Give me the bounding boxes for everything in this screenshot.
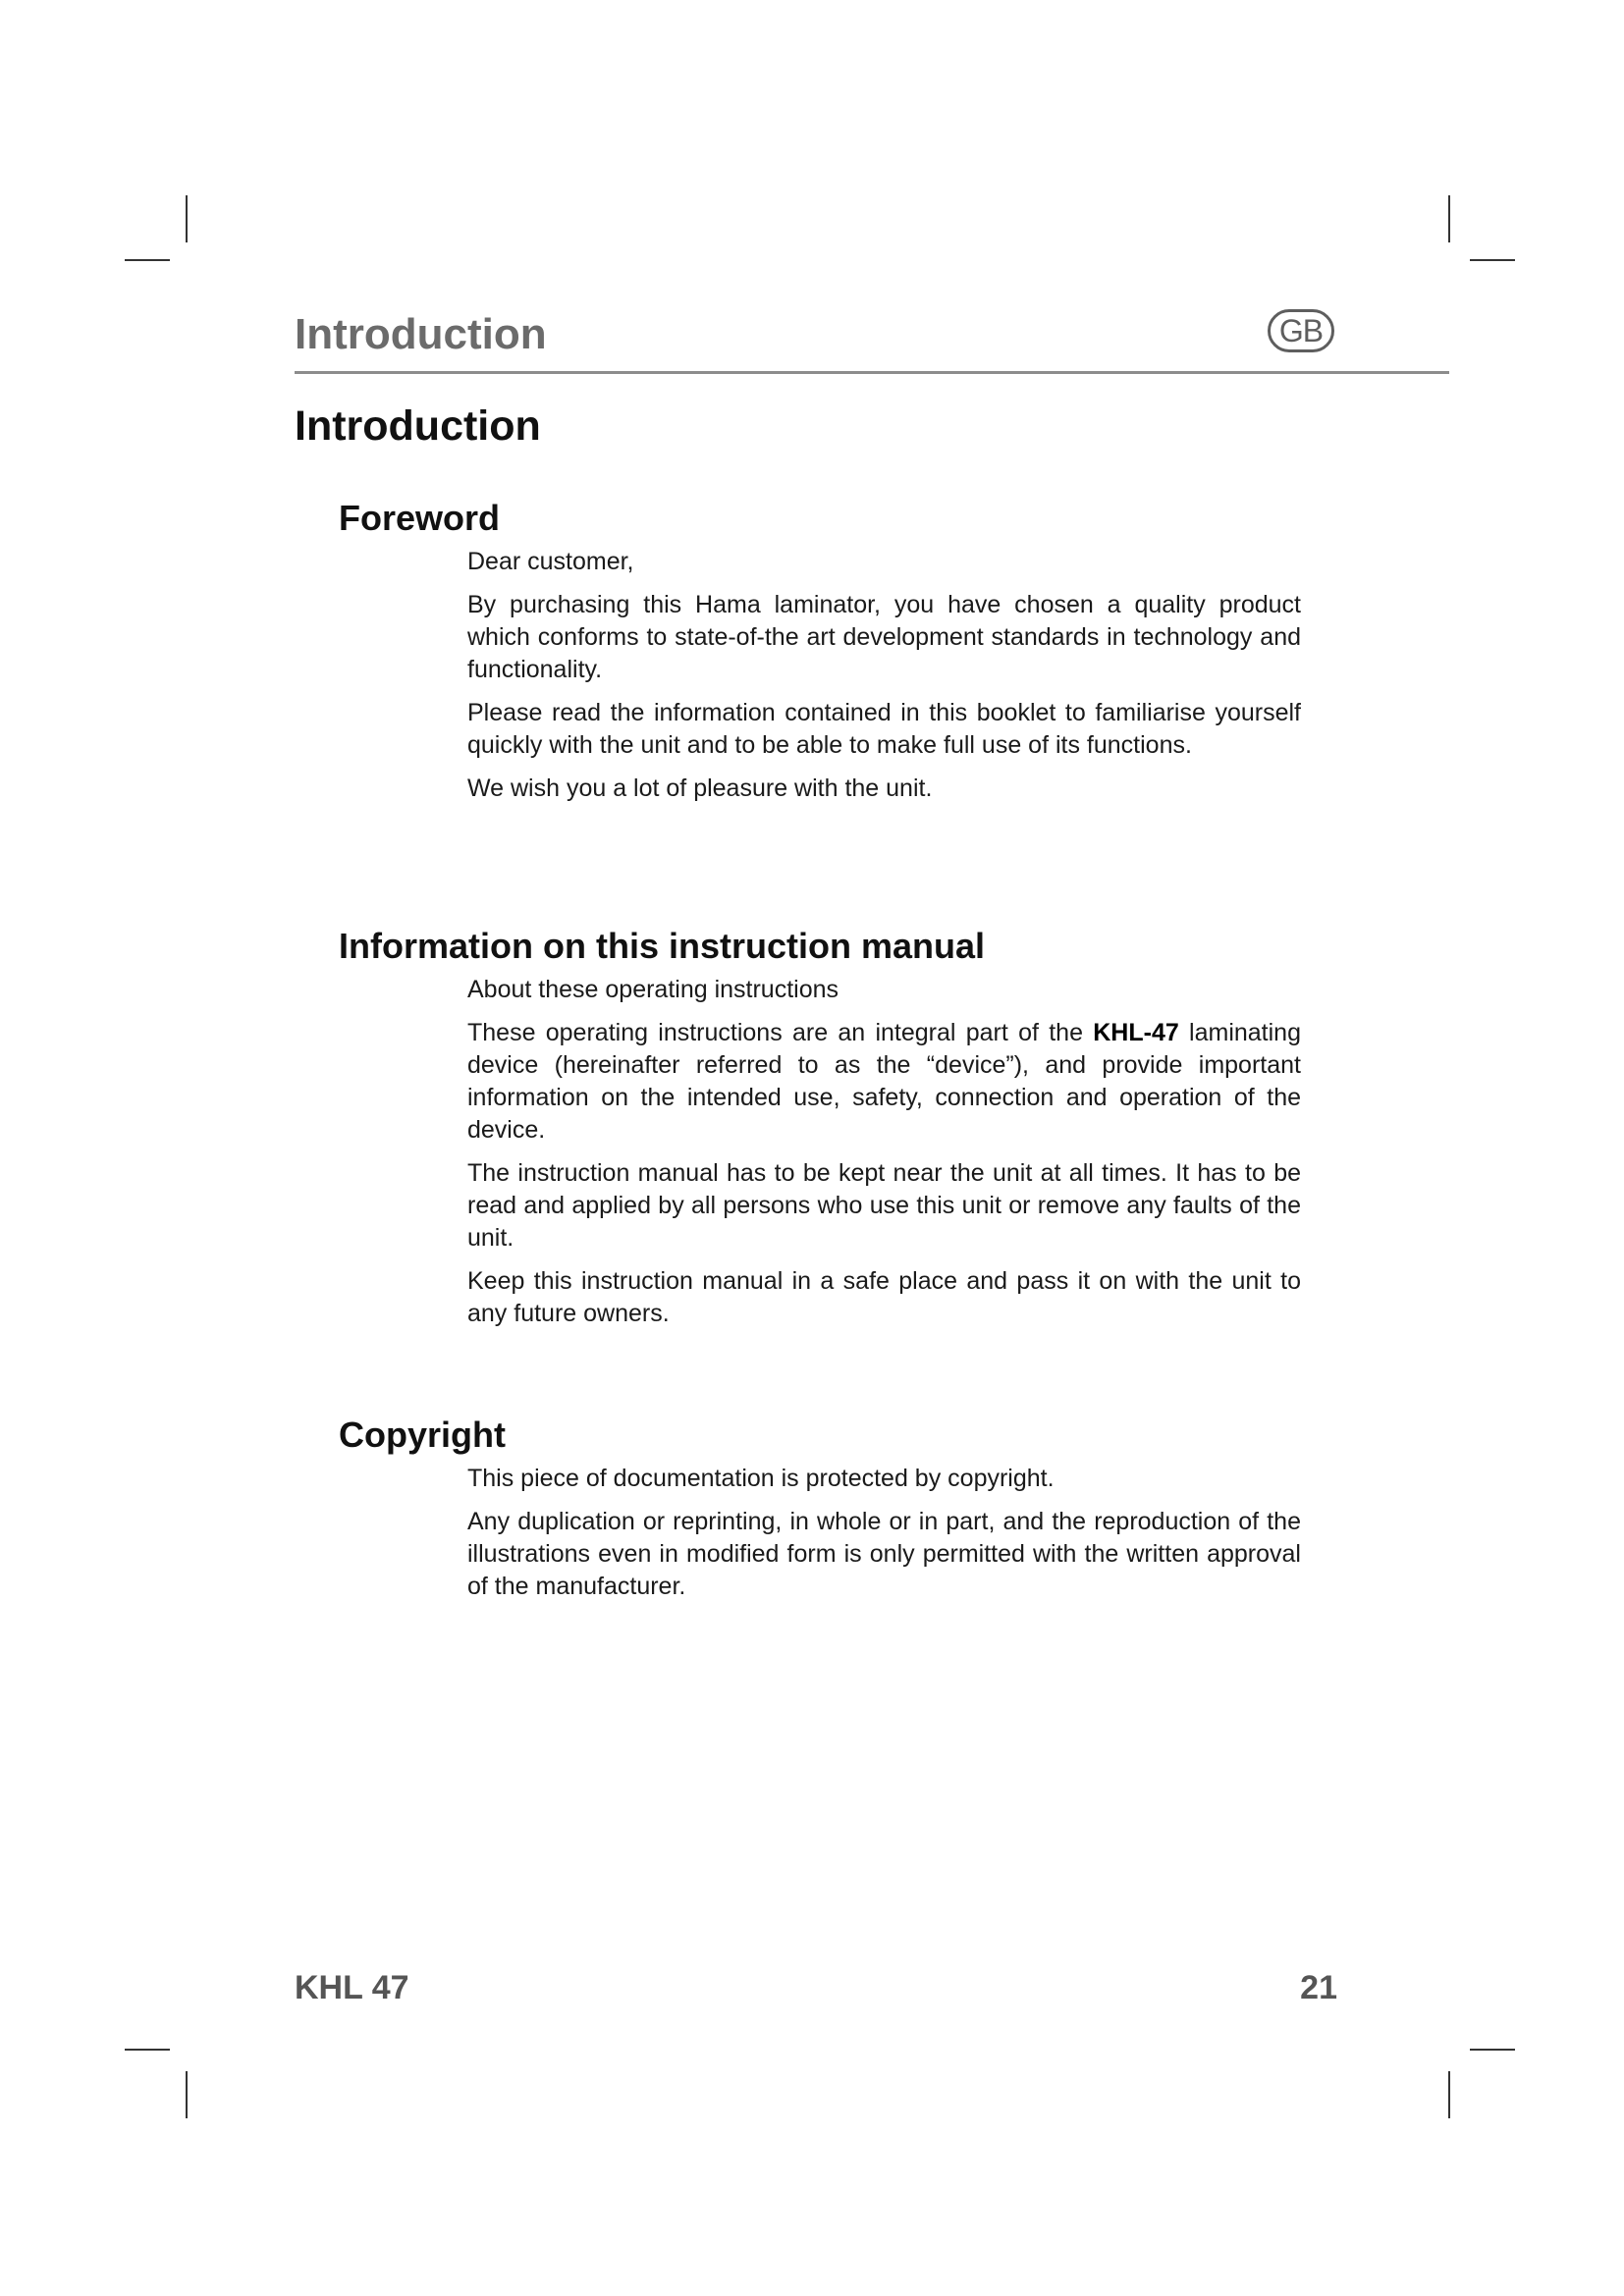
page-number: 21 (1300, 1969, 1337, 2006)
foreword-paragraph-2: Please read the information contained in this booklet to familiarise yourself quickly with the unit and to be able to make full use of its functions. (467, 699, 1301, 759)
section-heading-copyright: Copyright (339, 1415, 506, 1455)
section-body-manual-info (467, 974, 1301, 1330)
foreword-greeting: Dear customer, (467, 548, 634, 575)
manual-info-p1-before: These operating instructions are an integral part of the (467, 1019, 1094, 1046)
manual-info-paragraph-3: Keep this instruction manual in a safe place and pass it on with the unit to any future owners. (467, 1267, 1301, 1327)
crop-mark-top-right-horizontal (1470, 259, 1515, 261)
manual-info-paragraph-1 (467, 1017, 1301, 1147)
model-reference: KHL-47 (1093, 1019, 1179, 1046)
page-title: Introduction (295, 402, 541, 450)
crop-mark-top-left-vertical (186, 195, 188, 242)
manual-info-paragraph-2: The instruction manual has to be kept near the unit at all times. It has to be read and applied by all persons who use this unit or remove any faults of the unit. (467, 1159, 1301, 1252)
foreword-paragraph-1: By purchasing this Hama laminator, you have chosen a quality product which conforms to state-of-the art development standards in technology and functionality. (467, 591, 1301, 683)
crop-mark-bottom-right-vertical (1448, 2071, 1450, 2118)
manual-info-p1-after: laminating device (hereinafter referred to as the “device”), and provide important information on the intended use, safety, connection and operation of the device. (467, 1019, 1301, 1144)
copyright-paragraph-2: Any duplication or reprinting, in whole or in part, and the reproduction of the illustrations even in modified form is only permitted with the written approval of the manufacturer. (467, 1508, 1301, 1600)
crop-mark-top-right-vertical (1448, 195, 1450, 242)
country-code-badge: GB (1268, 309, 1334, 352)
crop-mark-top-left-horizontal (125, 259, 170, 261)
running-title: Introduction (295, 310, 547, 358)
crop-mark-bottom-left-vertical (186, 2071, 188, 2118)
manual-info-intro: About these operating instructions (467, 976, 839, 1003)
section-body-foreword (467, 546, 1301, 805)
crop-mark-bottom-left-horizontal (125, 2049, 170, 2051)
section-foreword (339, 497, 1301, 816)
footer-model: KHL 47 (295, 1969, 409, 2006)
section-body-copyright (467, 1463, 1301, 1603)
section-heading-manual-info: Information on this instruction manual (339, 926, 986, 966)
section-copyright (339, 1414, 1301, 1614)
copyright-paragraph-1: This piece of documentation is protected by copyright. (467, 1465, 1055, 1492)
running-header (295, 306, 1449, 374)
section-manual-info (339, 925, 1301, 1341)
foreword-paragraph-3: We wish you a lot of pleasure with the unit. (467, 774, 933, 802)
crop-mark-bottom-right-horizontal (1470, 2049, 1515, 2051)
section-heading-foreword: Foreword (339, 498, 501, 538)
